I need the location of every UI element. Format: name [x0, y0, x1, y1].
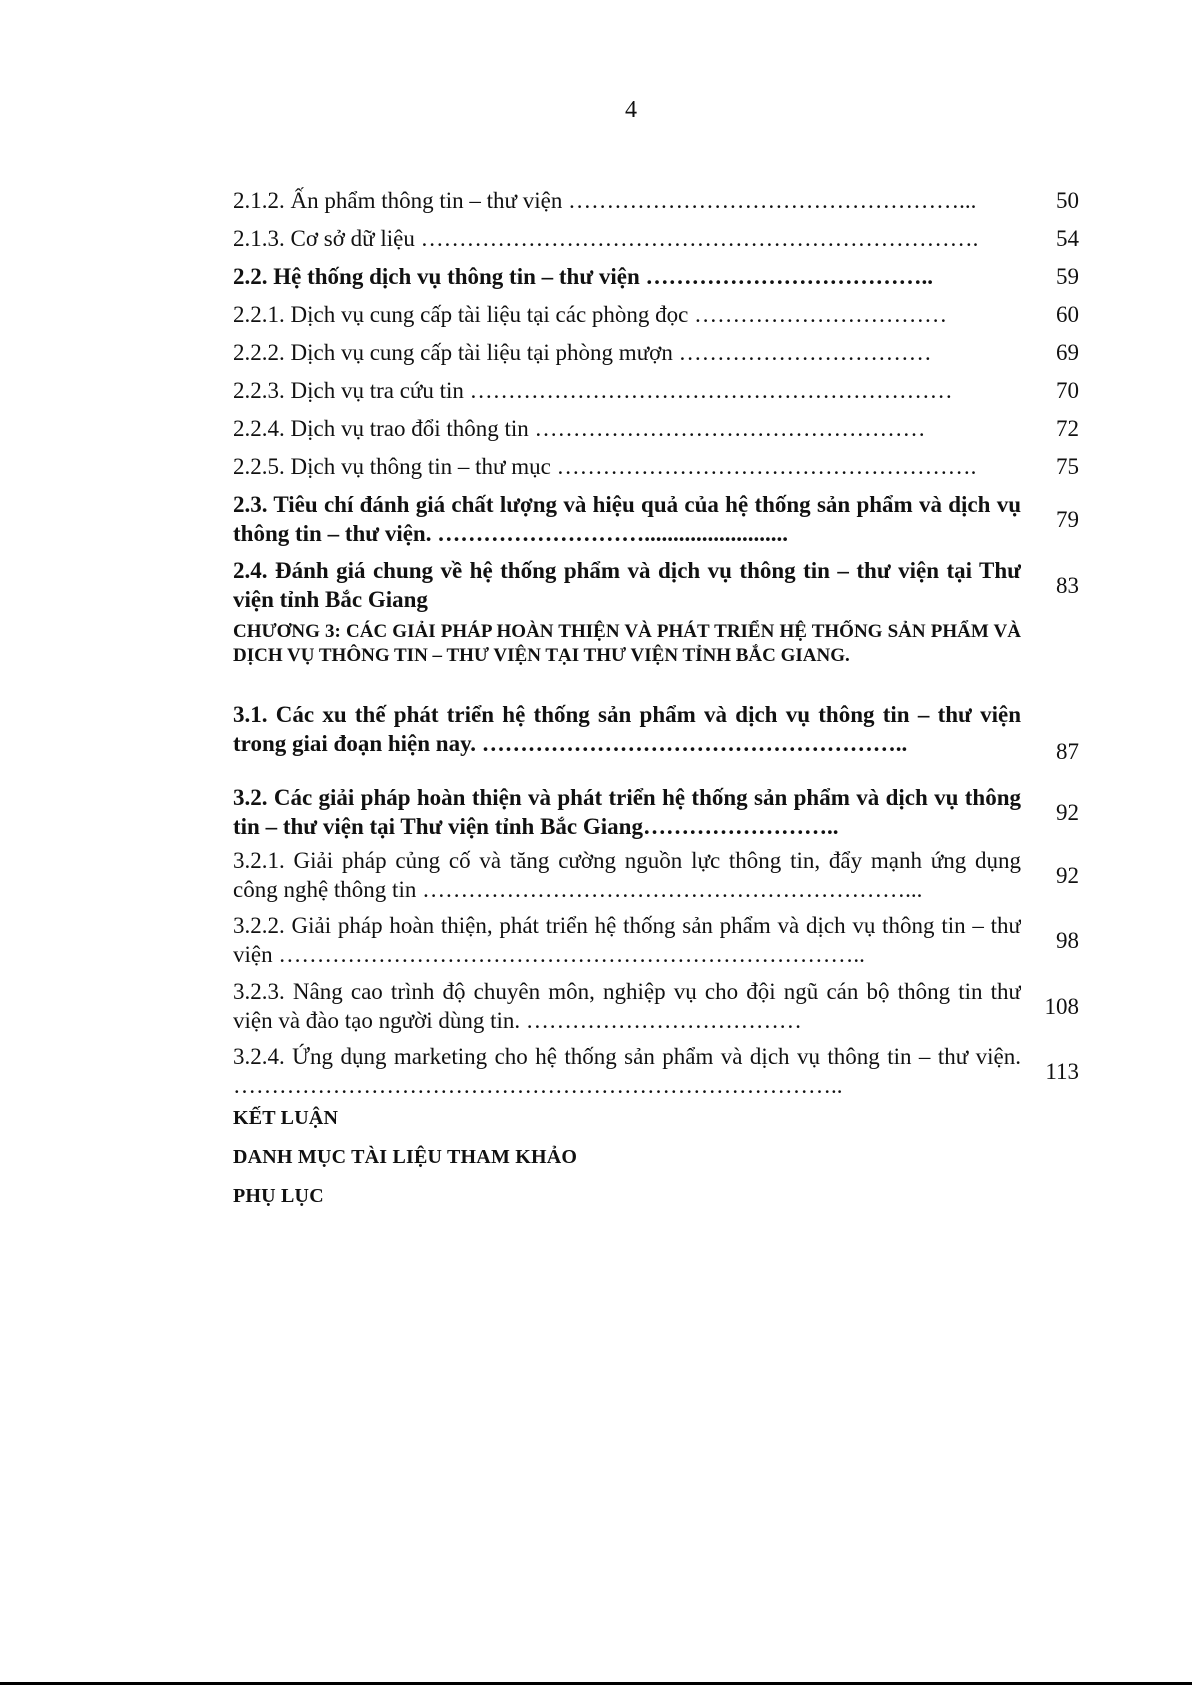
toc-entry[interactable] [233, 300, 1079, 329]
toc-entry-title: 2.2.3. Dịch vụ tra cứu tin ……………………………………………………… [233, 378, 953, 403]
toc-entry-title: 2.2. Hệ thống dịch vụ thông tin – thư viện ……………………………….. [233, 264, 934, 289]
toc-entry-page: 54 [1056, 226, 1079, 251]
toc-entry-title: 3.2. Các giải pháp hoàn thiện và phát triển hệ thống sản phẩm và dịch vụ thông tin – thư viện tại Thư viện tỉnh Bắc Giang…………………….. [233, 785, 1021, 839]
toc-entry-page: 108 [1044, 993, 1079, 1019]
toc-entry-title: 3.2.2. Giải pháp hoàn thiện, phát triển hệ thống sản phẩm và dịch vụ thông tin – thư viện ………………………………………………………………….. [233, 913, 1021, 967]
toc-entry[interactable] [233, 186, 1079, 215]
toc-entry[interactable] [233, 846, 1079, 904]
toc-chapter-heading[interactable] [233, 620, 1079, 668]
toc-entry-page: 70 [1056, 378, 1079, 403]
toc-entry-title: 3.2.1. Giải pháp củng cố và tăng cường nguồn lực thông tin, đẩy mạnh ứng dụng công nghệ thông tin ………………………………………………………... [233, 848, 1021, 902]
toc-entry[interactable] [233, 262, 1079, 291]
toc-entry-page: 79 [1056, 506, 1079, 532]
toc-entry[interactable] [233, 490, 1079, 548]
page-number: 4 [625, 97, 637, 123]
toc-entry[interactable] [233, 338, 1079, 367]
toc-entry-title: 2.3. Tiêu chí đánh giá chất lượng và hiệu quả của hệ thống sản phẩm và dịch vụ thông tin – thư viện. ………………………......................... [233, 492, 1021, 546]
toc-entry[interactable] [233, 556, 1079, 614]
toc-entry-page: 59 [1056, 264, 1079, 289]
toc-entry-title: 2.2.5. Dịch vụ thông tin – thư mục ………………………………………………. [233, 454, 977, 479]
toc-entry-title: PHỤ LỤC [233, 1185, 324, 1207]
toc-entry-title: 2.2.2. Dịch vụ cung cấp tài liệu tại phòng mượn …………………………… [233, 340, 932, 365]
toc-entry-title: 3.1. Các xu thế phát triển hệ thống sản phẩm và dịch vụ thông tin – thư viện trong giai đoạn hiện nay. ……………………………………………….. [233, 702, 1021, 756]
toc-entry-title: CHƯƠNG 3: CÁC GIẢI PHÁP HOÀN THIỆN VÀ PHÁT TRIỂN HỆ THỐNG SẢN PHẨM VÀ DỊCH VỤ THÔNG TIN – THƯ VIỆN TẠI THƯ VIỆN TỈNH BẮC GIANG. [233, 621, 1021, 666]
toc-entry-title: 2.4. Đánh giá chung về hệ thống phẩm và dịch vụ thông tin – thư viện tại Thư viện tỉnh Bắc Giang [233, 558, 1021, 612]
toc-entry-title: 2.2.4. Dịch vụ trao đổi thông tin …………………………………………… [233, 416, 926, 441]
toc-entry[interactable] [233, 376, 1079, 405]
toc-entry[interactable] [233, 783, 1079, 841]
toc-entry[interactable] [233, 1042, 1079, 1100]
toc-entry[interactable] [233, 977, 1079, 1035]
toc-entry-page: 69 [1056, 340, 1079, 365]
toc-entry-page: 60 [1056, 302, 1079, 327]
toc-entry[interactable] [233, 452, 1079, 481]
toc-entry-page: 92 [1056, 799, 1079, 825]
toc-entry[interactable] [233, 224, 1079, 253]
toc-entry-title: 3.2.4. Ứng dụng marketing cho hệ thống sản phẩm và dịch vụ thông tin – thư viện. …………………………………………………………………….. [233, 1044, 1021, 1098]
toc-entry-page: 75 [1056, 454, 1079, 479]
toc-entry-title: 2.1.2. Ấn phẩm thông tin – thư viện ……………………………………………... [233, 188, 977, 213]
toc-entry-page: 83 [1056, 572, 1079, 598]
toc-entry-page: 92 [1056, 862, 1079, 888]
toc-entry-title: KẾT LUẬN [233, 1107, 339, 1129]
toc-entry-page: 113 [1045, 1058, 1079, 1084]
toc-section-heading[interactable] [233, 1182, 1079, 1211]
toc-entry[interactable] [233, 700, 1079, 764]
toc-entry-title: DANH MỤC TÀI LIỆU THAM KHẢO [233, 1146, 578, 1168]
toc-entry-title: 2.2.1. Dịch vụ cung cấp tài liệu tại các phòng đọc …………………………… [233, 302, 948, 327]
toc-entry-title: 3.2.3. Nâng cao trình độ chuyên môn, nghiệp vụ cho đội ngũ cán bộ thông tin thư viện và đào tạo người dùng tin. ……………………………… [233, 979, 1021, 1033]
toc-section-heading[interactable] [233, 1143, 1079, 1172]
toc-entry[interactable] [233, 911, 1079, 969]
toc-entry-title: 2.1.3. Cơ sở dữ liệu ………………………………………………………………. [233, 226, 979, 251]
toc-entry-page: 50 [1056, 188, 1079, 213]
toc-entry-page: 87 [1056, 739, 1079, 764]
toc-entry-page: 98 [1056, 927, 1079, 953]
toc-section-heading[interactable] [233, 1104, 1079, 1133]
toc-entry[interactable] [233, 414, 1079, 443]
toc-entry-page: 72 [1056, 416, 1079, 441]
